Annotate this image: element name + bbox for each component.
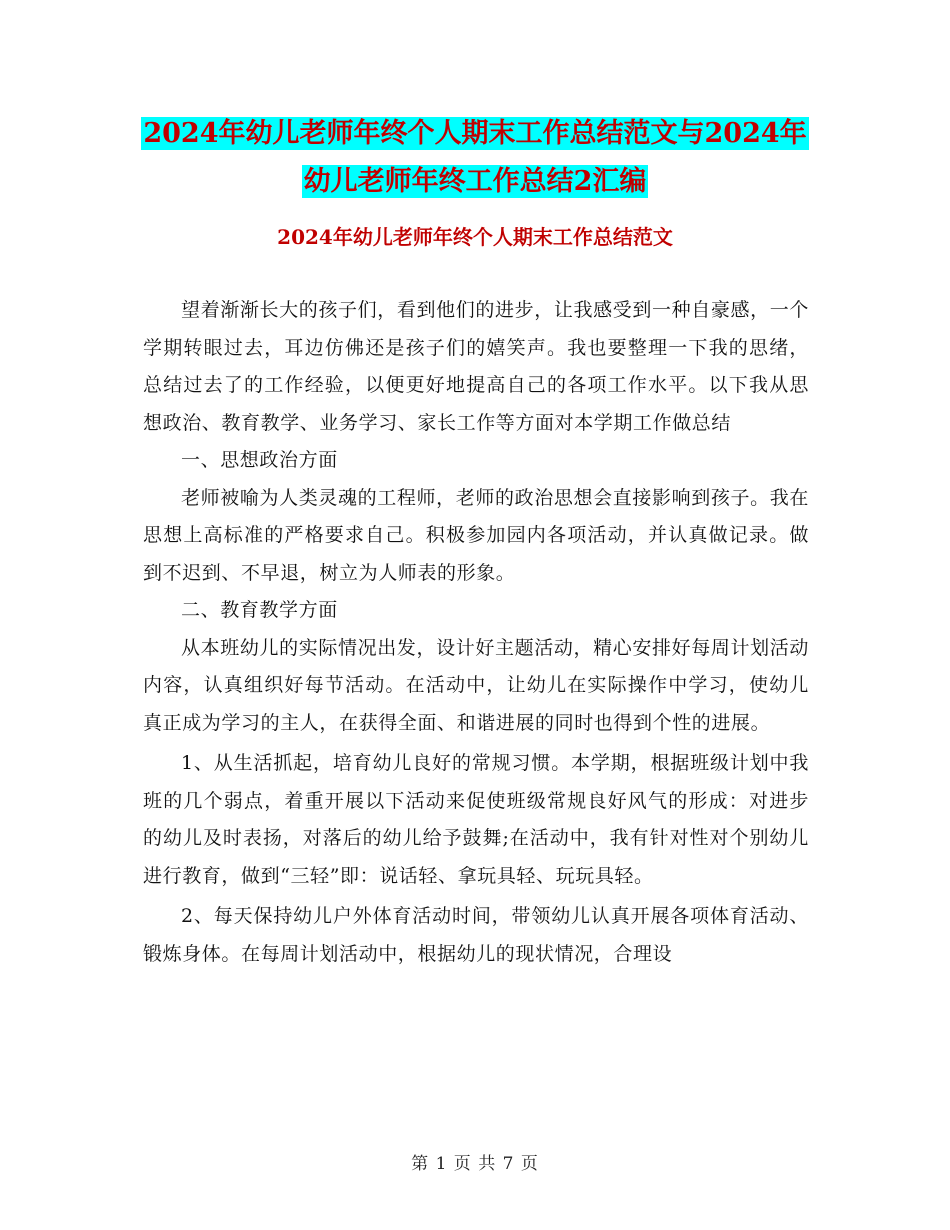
paragraph-teaching: 从本班幼儿的实际情况出发，设计好主题活动，精心安排好每周计划活动内容，认真组织好每节活动。在活动中，让幼儿在实际操作中学习，使幼儿真正成为学习的主人，在获得全面、和谐进展的同时也得到个性的进展。 (143, 636, 809, 734)
paragraph-habits: 1、从生活抓起，培育幼儿良好的常规习惯。本学期，根据班级计划中我班的几个弱点，着重开展以下活动来促使班级常规良好风气的形成：对进步的幼儿及时表扬，对落后的幼儿给予鼓舞;在活动中，我有针对性对个别幼儿进行教育，做到“三轻”即：说话轻、拿玩具轻、玩玩具轻。 (143, 752, 809, 887)
page-footer: 第 1 页 共 7 页 (411, 1154, 539, 1174)
paragraph-outdoor: 2、每天保持幼儿户外体育活动时间，带领幼儿认真开展各项体育活动、锻炼身体。在每周计划活动中，根据幼儿的现状情况，合理设 (143, 905, 809, 965)
document-title (130, 110, 820, 206)
paragraph-political: 老师被喻为人类灵魂的工程师，老师的政治思想会直接影响到孩子。我在思想上高标准的严格要求自己。积极参加园内各项活动，并认真做记录。做到不迟到、不早退，树立为人师表的形象。 (143, 486, 809, 584)
paragraph-intro: 望着渐渐长大的孩子们，看到他们的进步，让我感受到一种自豪感，一个学期转眼过去，耳边仿佛还是孩子们的嬉笑声。我也要整理一下我的思绪，总结过去了的工作经验，以便更好地提高自己的各项工作水平。以下我从思想政治、教育教学、业务学习、家长工作等方面对本学期工作做总结 (143, 299, 809, 434)
heading-teaching: 二、教育教学方面 (181, 599, 338, 621)
section-title: 2024年幼儿老师年终个人期末工作总结范文 (277, 225, 673, 249)
document-body (143, 292, 809, 973)
document-title-line-2: 幼儿老师年终工作总结2汇编 (303, 166, 647, 197)
document-title-line-1: 2024年幼儿老师年终个人期末工作总结范文与2024年 (143, 118, 807, 149)
heading-political: 一、思想政治方面 (181, 449, 338, 471)
